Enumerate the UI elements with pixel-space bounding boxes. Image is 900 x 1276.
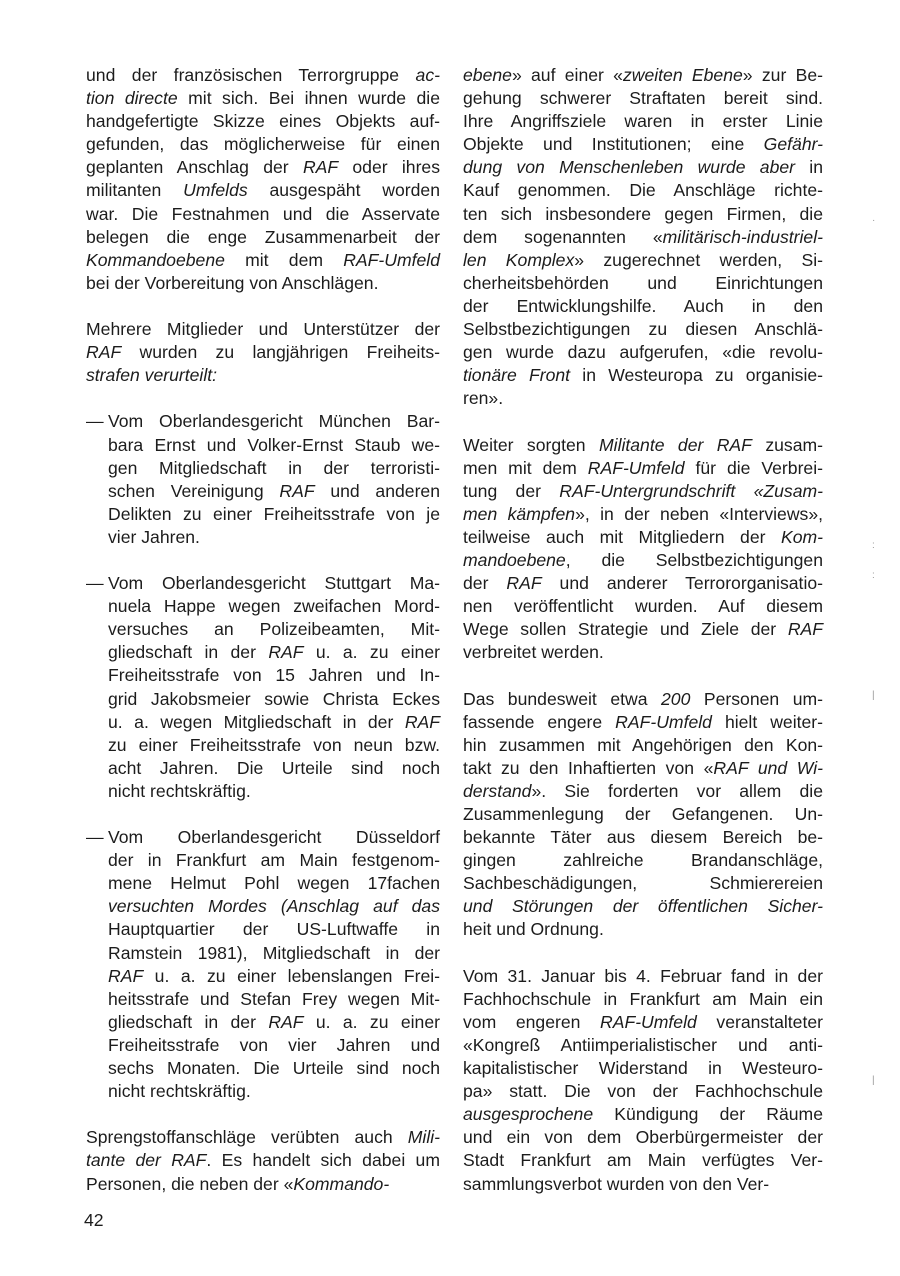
text-line: Das bundesweit etwa 200 Personen um- [463, 688, 823, 709]
list-item [86, 826, 440, 1103]
text-line: men kämpfen», in der neben «Interviews», [463, 503, 823, 524]
text-line: derstand». Sie forderten vor allem die [463, 780, 823, 801]
text-line: Objekte und Institutionen; eine Gefähr- [463, 134, 823, 155]
text-line: bekannte Täter aus diesem Bereich be- [463, 827, 823, 848]
text-line: nicht rechtskräftig. [108, 780, 251, 801]
text-line: Freiheitsstrafe von 15 Jahren und In- [108, 665, 440, 686]
text-line: war. Die Festnahmen und die Asservate [86, 203, 440, 224]
page-number: 42 [84, 1210, 104, 1230]
list-item [86, 572, 440, 803]
text-line: tion directe mit sich. Bei ihnen wurde die [86, 88, 440, 109]
scan-mark: · [872, 215, 876, 226]
text-line: vom engeren RAF-Umfeld veranstalteter [463, 1011, 823, 1032]
scan-mark: : [872, 570, 875, 581]
text-line: men mit dem RAF-Umfeld für die Verbrei- [463, 457, 823, 478]
text-line: bei der Vorbereitung von Anschlägen. [86, 272, 379, 293]
text-line: gefunden, das möglicherweise für einen [86, 134, 440, 155]
text-line: der in Frankfurt am Main festgenom- [108, 850, 440, 871]
text-line: Kommandoebene mit dem RAF-Umfeld [86, 249, 440, 270]
text-line: heitsstrafe und Stefan Frey wegen Mit- [108, 988, 440, 1009]
text-line: Kauf genommen. Die Anschläge richte- [463, 180, 823, 201]
text-line: handgefertigte Skizze eines Objekts auf- [86, 111, 440, 132]
list-dash: — [86, 573, 104, 594]
text-line: Personen, die neben der «Kommando- [86, 1173, 390, 1194]
text-line: teilweise auch mit Mitgliedern der Kom- [463, 526, 823, 547]
text-line: u. a. wegen Mitgliedschaft in der RAF [108, 711, 440, 732]
text-line: mene Helmut Pohl wegen 17fachen [108, 873, 440, 894]
text-line: Ihre Angriffsziele waren in erster Linie [463, 111, 823, 132]
text-line: Ramstein 1981), Mitgliedschaft in der [108, 942, 440, 963]
text-line: und der französischen Terrorgruppe ac- [86, 65, 440, 85]
text-line: strafen verurteilt: [86, 365, 218, 386]
text-line: pa» statt. Die von der Fachhochschule [463, 1081, 823, 1102]
text-line: Zusammenlegung der Gefangenen. Un- [463, 804, 823, 824]
paragraph [463, 965, 823, 1196]
text-line: gen Mitgliedschaft in der terroristi- [108, 457, 440, 478]
text-line: RAF u. a. zu einer lebenslangen Frei- [108, 965, 440, 986]
text-line: Vom Oberlandesgericht Stuttgart Ma- [108, 573, 440, 594]
text-line: gen wurde dazu aufgerufen, «die revolu- [463, 342, 823, 363]
paragraph [86, 64, 440, 295]
text-line: nen veröffentlicht wurden. Auf diesem [463, 596, 823, 617]
text-line: ten sich insbesondere gegen Firmen, die [463, 203, 823, 224]
text-line: grid Jakobsmeier sowie Christa Eckes [108, 688, 440, 709]
text-line: Freiheitsstrafe von vier Jahren und [108, 1034, 440, 1055]
text-line: cherheitsbehörden und Einrichtungen [463, 272, 823, 293]
text-line: mandoebene, die Selbstbezichtigungen [463, 549, 823, 570]
text-line: verbreitet werden. [463, 642, 604, 663]
text-line: bara Ernst und Volker-Ernst Staub we- [108, 434, 440, 455]
text-line: sammlungsverbot wurden von den Ver- [463, 1173, 770, 1194]
list-item [86, 410, 440, 549]
text-line: dem sogenannten «militärisch-industriel- [463, 226, 823, 247]
text-line: Wege sollen Strategie und Ziele der RAF [463, 619, 823, 640]
text-line: gliedschaft in der RAF u. a. zu einer [108, 1011, 440, 1032]
text-line: vier Jahren. [108, 526, 200, 547]
text-line: Vom Oberlandesgericht Düsseldorf [108, 827, 440, 848]
text-line: fassende engere RAF-Umfeld hielt weiter- [463, 711, 823, 732]
text-line: takt zu den Inhaftierten von «RAF und Wi- [463, 757, 823, 778]
text-line: Hauptquartier der US-Luftwaffe in [108, 919, 440, 940]
text-line: kapitalistischer Widerstand in Westeuro- [463, 1058, 823, 1079]
text-line: hin zusammen mit Angehörigen den Kon- [463, 734, 823, 755]
text-line: gehung schwerer Straftaten bereit sind. [463, 88, 823, 109]
text-line: Weiter sorgten Militante der RAF zusam- [463, 434, 823, 455]
list-item-text [108, 572, 440, 803]
text-line: ausgesprochene Kündigung der Räume [463, 1104, 823, 1125]
list-item-text [108, 826, 440, 1103]
scan-mark: | [872, 690, 875, 701]
text-line: der RAF und anderer Terrororganisatio- [463, 573, 823, 594]
text-line: Fachhochschule in Frankfurt am Main ein [463, 988, 823, 1009]
text-line: versuches an Polizeibeamten, Mit- [108, 619, 440, 640]
text-line: ebene» auf einer «zweiten Ebene» zur Be- [463, 65, 823, 85]
text-line: belegen die enge Zusammenarbeit der [86, 226, 440, 247]
text-line: der Entwicklungshilfe. Auch in den [463, 295, 823, 316]
text-line: gingen zahlreiche Brandanschläge, [463, 850, 823, 871]
right-column [463, 64, 823, 1196]
text-line: «Kongreß Antiimperialistischer und anti- [463, 1034, 823, 1055]
paragraph [463, 64, 823, 410]
text-line: geplanten Anschlag der RAF oder ihres [86, 157, 441, 178]
text-line: Mehrere Mitglieder und Unterstützer der [86, 319, 440, 340]
text-line: Sachbeschädigungen, Schmierereien [463, 873, 823, 894]
text-line: schen Vereinigung RAF und anderen [108, 480, 440, 501]
list-dash: — [86, 411, 104, 432]
scan-mark: | [872, 1075, 875, 1086]
text-line: zu einer Freiheitsstrafe von neun bzw. [108, 734, 440, 755]
list-dash: — [86, 827, 104, 848]
scan-mark: : [872, 540, 875, 551]
text-line: Vom 31. Januar bis 4. Februar fand in der [463, 965, 823, 986]
text-line: nicht rechtskräftig. [108, 1081, 251, 1102]
paragraph [463, 434, 823, 665]
text-line: und ein von dem Oberbürgermeister der [463, 1127, 823, 1148]
text-line: acht Jahren. Die Urteile sind noch [108, 757, 440, 778]
text-line: Sprengstoffanschläge verübten auch Mili- [86, 1127, 440, 1148]
text-line: militanten Umfelds ausgespäht worden [86, 180, 440, 201]
paragraph [86, 318, 440, 387]
text-line: tionäre Front in Westeuropa zu organisie- [463, 365, 824, 386]
text-line: Delikten zu einer Freiheitsstrafe von je [108, 503, 440, 524]
paragraph [86, 1126, 440, 1195]
text-line: tung der RAF-Untergrundschrift «Zusam- [463, 480, 823, 501]
list-item-text [108, 410, 440, 549]
text-line: RAF wurden zu langjährigen Freiheits- [86, 342, 440, 363]
text-line: dung von Menschenleben wurde aber in [463, 157, 823, 178]
text-line: Selbstbezichtigungen zu diesen Anschlä- [463, 319, 823, 340]
text-line: tante der RAF. Es handelt sich dabei um [86, 1150, 441, 1171]
text-line: ren». [463, 388, 504, 409]
text-line: sechs Monaten. Die Urteile sind noch [108, 1058, 440, 1079]
text-line: Vom Oberlandesgericht München Bar- [108, 411, 440, 432]
text-line: heit und Ordnung. [463, 919, 604, 940]
text-line: gliedschaft in der RAF u. a. zu einer [108, 642, 440, 663]
left-column [86, 64, 440, 1196]
paragraph [463, 688, 823, 942]
text-line: versuchten Mordes (Anschlag auf das [108, 896, 440, 917]
text-line: len Komplex» zugerechnet werden, Si- [463, 249, 823, 270]
text-line: nuela Happe wegen zweifachen Mord- [108, 596, 440, 617]
text-line: Stadt Frankfurt am Main verfügtes Ver- [463, 1150, 823, 1171]
text-line: und Störungen der öffentlichen Sicher- [463, 896, 823, 917]
